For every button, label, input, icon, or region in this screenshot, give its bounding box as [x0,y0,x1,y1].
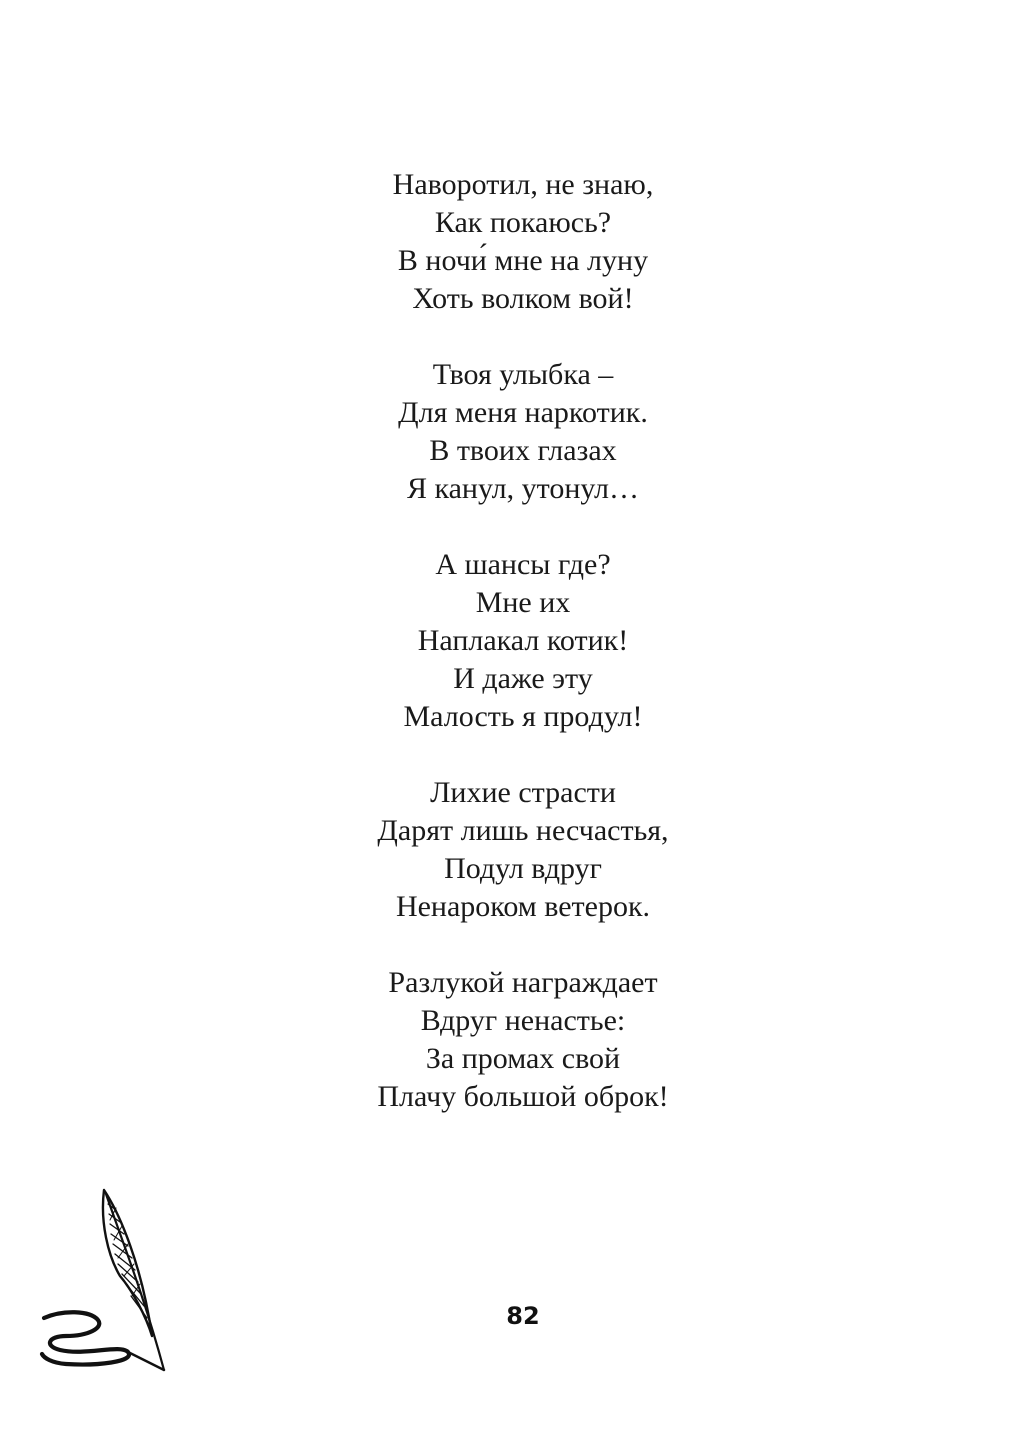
page-number: 82 [506,1302,540,1330]
poem-line: Лихие страсти [430,776,616,809]
stanza-4 [0,774,1026,926]
stanza-3 [0,546,1026,736]
poem-line: И даже эту [453,662,593,695]
poem-line: Твоя улыбка – [432,358,614,391]
poem-line: Как покаюсь? [434,206,612,239]
poem-line: Наворотил, не знаю, [392,168,654,201]
poem-line: Разлукой награждает [388,966,658,999]
poem-line: Для меня наркотик. [398,396,648,429]
poem-line: Хоть волком вой! [412,282,634,315]
poem-line: В ночи́ мне на луну [397,244,649,277]
poem-line: Малость я продул! [403,700,643,733]
poem-line: За промах свой [425,1042,621,1075]
stanza-1 [0,166,1026,318]
poem-line: Плачу большой оброк! [377,1080,669,1113]
poem-line: Вдруг ненастье: [420,1004,626,1037]
poem-line: Ненароком ветерок. [395,890,651,923]
poem-line: Наплакал котик! [417,624,629,657]
poem-line: А шансы где? [435,548,611,581]
poem-line: Подул вдруг [444,852,602,885]
quill-pen-icon [36,1186,172,1376]
poem [0,166,1026,1154]
stanza-2 [0,356,1026,508]
poem-line: Мне их [475,586,571,619]
stanza-5 [0,964,1026,1116]
poem-line: Я канул, утонул… [406,472,640,505]
poem-line: Дарят лишь несчастья, [377,814,669,847]
poem-line: В твоих глазах [429,434,617,467]
